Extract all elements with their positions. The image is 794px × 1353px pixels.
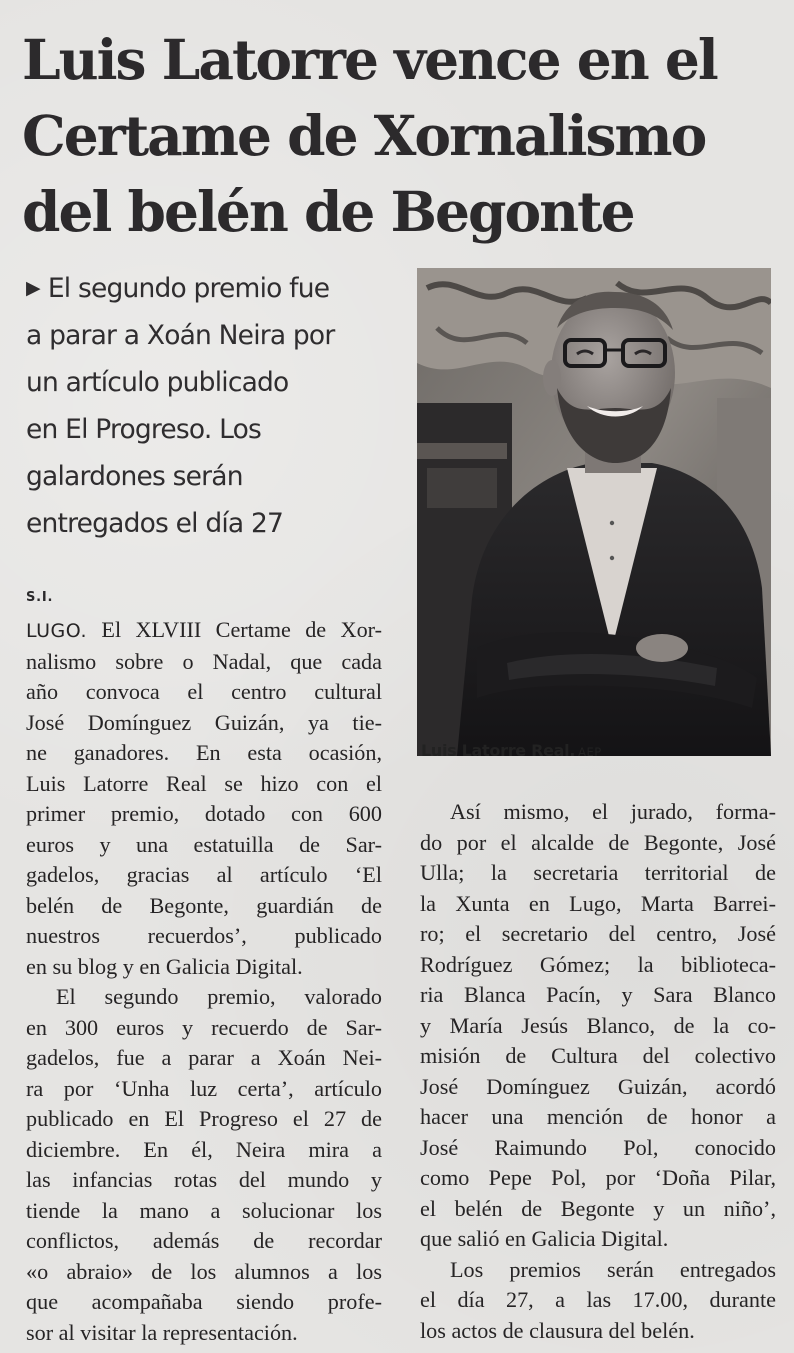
text-line: los actos de clausura del belén. [420,1317,695,1343]
headline-line: Luis Latorre vence en el [22,27,717,92]
text-line: hacer una mención de honor a [420,1104,776,1129]
text-line: José Domínguez Guizán, ya tie- [26,709,382,735]
subheadline-line: galardones serán [26,461,243,492]
text-line: «o abraio» de los alumnos a los [26,1258,382,1284]
text-line: belén de Begonte, guardián de [26,892,382,918]
article-column-left [26,615,382,1348]
byline: S.I. [26,590,54,605]
text-line: como Pepe Pol, por ‘Doña Pilar, [420,1165,776,1190]
subheadline [26,265,388,547]
headline-line: Certame de Xornalismo [22,103,706,168]
text-line: Rodríguez Gómez; la biblioteca- [420,951,776,977]
subheadline-line: un artículo publicado [26,367,289,398]
text-line: José Domínguez Guizán, acordó [420,1073,776,1099]
text-line: publicado en El Progreso el 27 de [26,1106,382,1131]
text-line: en 300 euros y recuerdo de Sar- [26,1014,382,1040]
text-line: primer premio, dotado con 600 [26,801,382,826]
text-line: gadelos, gracias al artículo ‘El [26,862,382,887]
caption-name: Luis Latorre Real. [421,741,576,760]
text-line: año convoca el centro cultural [26,679,382,704]
photo-caption [421,740,771,763]
subheadline-line: a parar a Xoán Neira por [26,320,335,351]
text-line: ra por ‘Unha luz certa’, artículo [26,1075,382,1101]
headline [22,22,762,250]
text-line: Luis Latorre Real se hizo con el [26,770,382,796]
text-line: en su blog y en Galicia Digital. [26,953,303,979]
text-line: diciembre. En él, Neira mira a [26,1136,382,1162]
text-line: Ulla; la secretaria territorial de [420,860,776,885]
text-line: y María Jesús Blanco, de la co- [420,1012,776,1038]
text-line: ne ganadores. En esta ocasión, [26,740,382,765]
text-line: ria Blanca Pacín, y Sara Blanco [420,982,776,1007]
text-line: Así mismo, el jurado, forma- [450,799,776,824]
text-line: conflictos, además de recordar [26,1228,382,1253]
text-line: que salió en Galicia Digital. [420,1226,669,1251]
text-line: el día 27, a las 17.00, durante [420,1287,776,1312]
subheadline-line: El segundo premio fue [47,273,330,304]
subheadline-line: entregados el día 27 [26,508,284,539]
subheadline-line: en El Progreso. Los [26,414,262,445]
triangle-right-icon: ▶ [26,277,40,299]
text-line: nuestros recuerdos’, publicado [26,923,382,948]
dateline-place: LUGO. [26,620,87,642]
text-line: las infancias rotas del mundo y [26,1167,382,1192]
portrait-photo [417,268,771,756]
text-line: gadelos, fue a parar a Xoán Nei- [26,1045,382,1070]
article-column-right [420,797,776,1346]
text-line: do por el alcalde de Begonte, José [420,829,776,855]
text-line-content: El XLVIII Certame de Xor- [101,617,382,642]
caption-credit: AEP [578,745,602,759]
headline-line: del belén de Begonte [22,179,634,244]
text-line: ro; el secretario del centro, José [420,921,776,946]
text-line: misión de Cultura del colectivo [420,1043,776,1068]
text-line: tiende la mano a solucionar los [26,1197,382,1223]
text-line: el belén de Begonte y un niño’, [420,1195,776,1221]
text-line: sor al visitar la representación. [26,1319,298,1345]
text-line: euros y una estatuilla de Sar- [26,831,382,857]
text-line: que acompañaba siendo profe- [26,1289,382,1314]
text-line: Los premios serán entregados [450,1256,776,1282]
text-line: José Raimundo Pol, conocido [420,1134,776,1160]
text-line [26,615,382,647]
text-line: la Xunta en Lugo, Marta Barrei- [420,890,776,916]
portrait-illustration [417,268,771,756]
text-line: El segundo premio, valorado [56,984,382,1009]
text-line: nalismo sobre o Nadal, que cada [26,648,382,674]
